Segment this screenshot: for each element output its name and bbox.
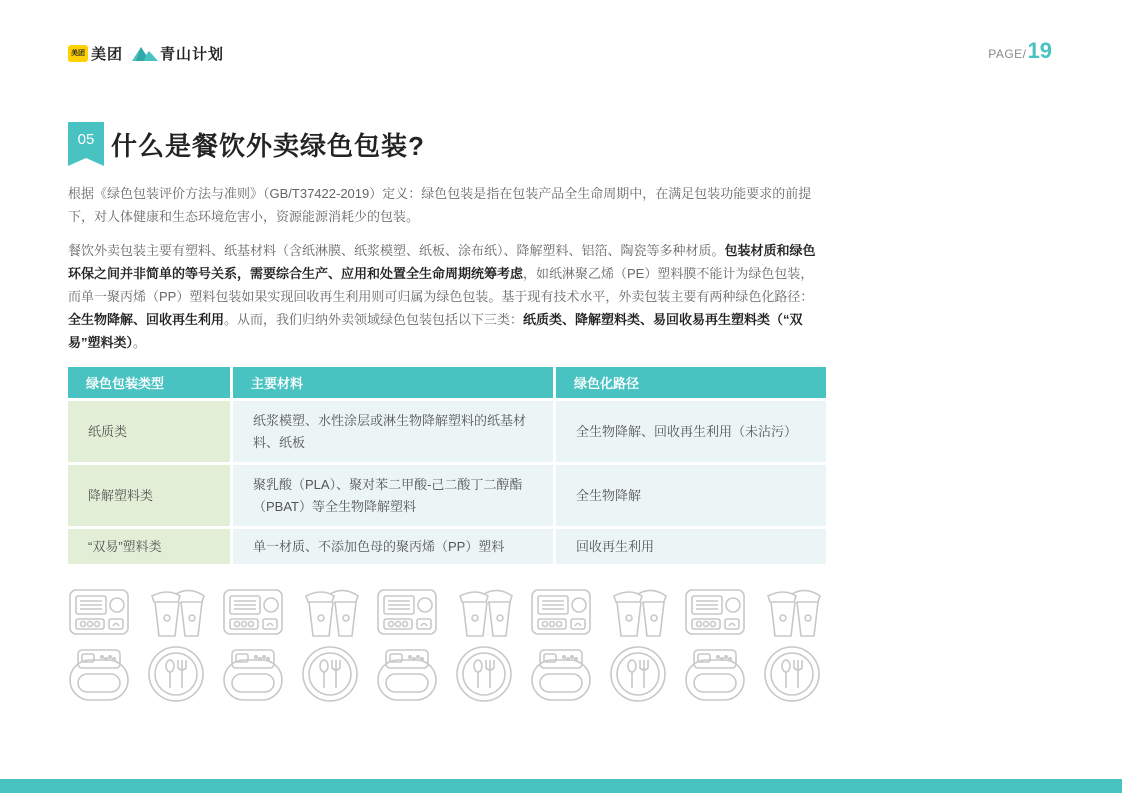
plate-utensils-icon [611, 647, 665, 701]
header-path: 绿色化路径 [553, 367, 826, 401]
bento-box-icon [532, 650, 590, 700]
mountain-icon [132, 45, 158, 61]
bento-box-icon [686, 650, 744, 700]
section-title: 什么是餐饮外卖绿色包装? [111, 131, 425, 161]
plate-utensils-icon [303, 647, 357, 701]
cell-type: “双易”塑料类 [68, 529, 230, 564]
bento-box-icon [70, 650, 128, 700]
meal-box-icon [532, 590, 590, 634]
paragraph-emphasis: 全生物降解、回收再生利用 [68, 312, 225, 327]
cell-path: 回收再生利用 [553, 529, 826, 564]
meal-box-icon [224, 590, 282, 634]
cell-materials: 单一材质、不添加色母的聚丙烯（PP）塑料 [230, 529, 553, 564]
qingshan-plan-logo-text: 青山计划 [160, 45, 225, 63]
drink-cups-icon [768, 590, 820, 636]
cell-materials: 聚乳酸（PLA）、聚对苯二甲酸-己二酸丁二醇酯（PBAT）等全生物降解塑料 [230, 465, 553, 529]
green-packaging-table [68, 367, 826, 564]
meal-box-icon [686, 590, 744, 634]
header-type: 绿色包装类型 [68, 367, 230, 401]
bento-box-icon [378, 650, 436, 700]
meituan-logo-badge: 美团 [68, 45, 88, 62]
cell-type: 降解塑料类 [68, 465, 230, 529]
paragraph-emphasis: 包装材质和绿色环保之间并非简单的等号关系，需要综合生产、应用和处置全生命周期统筹考虑 [68, 243, 816, 281]
cell-materials: 纸浆模塑、水性涂层或淋生物降解塑料的纸基材料、纸板 [230, 401, 553, 465]
cell-type: 纸质类 [68, 401, 230, 465]
meal-box-icon [378, 590, 436, 634]
paragraph-text: 。 [133, 335, 147, 350]
table-row [68, 529, 826, 564]
plate-utensils-icon [149, 647, 203, 701]
section-number: 05 [77, 131, 95, 148]
drink-cups-icon [614, 590, 666, 636]
materials-paragraph [68, 239, 826, 354]
drink-cups-icon [152, 590, 204, 636]
plate-utensils-icon [457, 647, 511, 701]
bento-box-icon [224, 650, 282, 700]
cell-path: 全生物降解、回收再生利用（未沾污） [553, 401, 826, 465]
meituan-logo-text: 美团 [91, 45, 124, 63]
page-number [988, 38, 1052, 64]
table-row [68, 401, 826, 465]
header-materials: 主要材料 [230, 367, 553, 401]
paragraph-emphasis: 纸质类、降解塑料类、易回收易再生塑料类（“双易”塑料类） [68, 312, 803, 350]
paragraph-text: 餐饮外卖包装主要有塑料、纸基材料（含纸淋膜、纸浆模塑、纸板、涂布纸）、降解塑料、铝箔、陶瓷等多种材质。 [68, 243, 725, 258]
drink-cups-icon [460, 590, 512, 636]
footer-bar [0, 779, 1122, 793]
page-value: 19 [1027, 38, 1052, 63]
drink-cups-icon [306, 590, 358, 636]
table-row [68, 465, 826, 529]
cell-path: 全生物降解 [553, 465, 826, 529]
meal-box-icon [70, 590, 128, 634]
table-header-row [68, 367, 826, 401]
header-logos [68, 42, 224, 64]
page-label: PAGE/ [988, 47, 1027, 61]
paragraph-text: 。从而，我们归纳外卖领域绿色包装包括以下三类： [224, 312, 524, 327]
plate-utensils-icon [765, 647, 819, 701]
definition-paragraph: 根据《绿色包装评价方法与准则》（GB/T37422-2019）定义：绿色包装是指在包装产品全生命周期中，在满足包装功能要求的前提下，对人体健康和生态环境危害小，资源能源消耗少的包装。 [68, 186, 812, 224]
packaging-illustration [68, 588, 826, 704]
paragraph-text: ，如纸淋聚乙烯（PE）塑料膜不能计为绿色包装，而单一聚丙烯（PP）塑料包装如果实现回收再生利用则可归属为绿色包装。基于现有技术水平，外卖包装主要有两种绿色化路径： [68, 266, 814, 304]
